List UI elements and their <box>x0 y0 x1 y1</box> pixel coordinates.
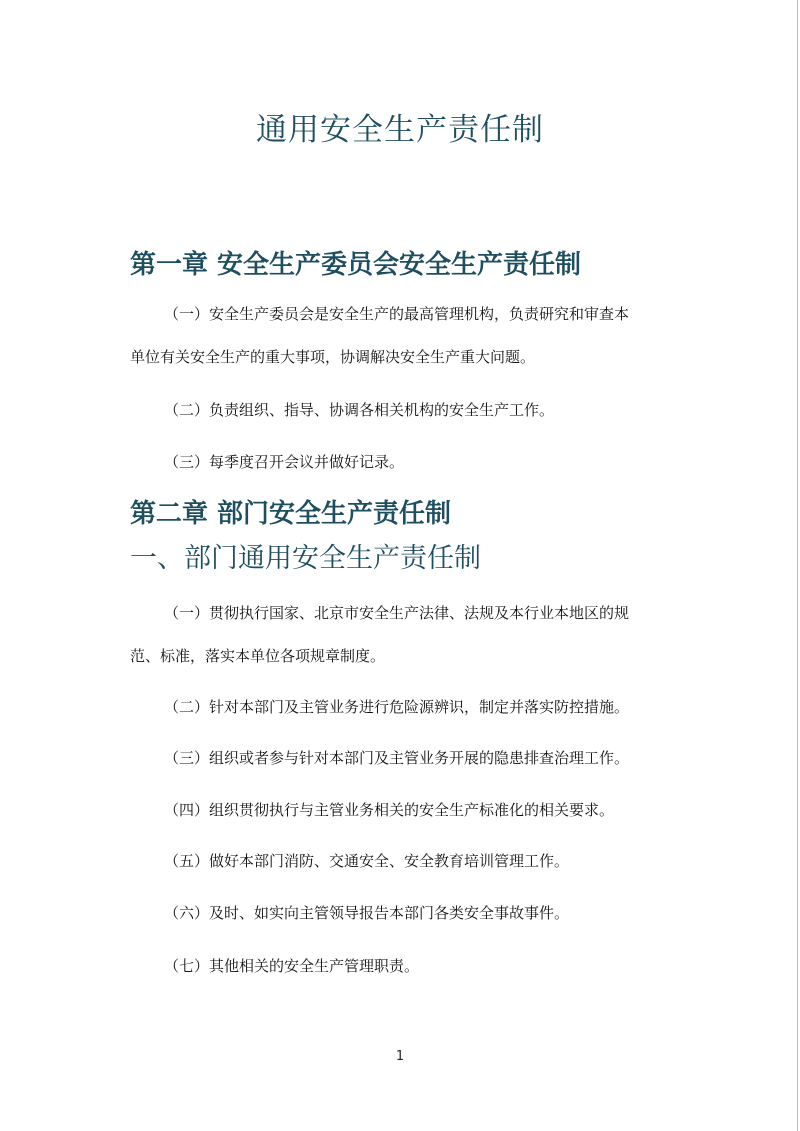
section-1-item-5: （五）做好本部门消防、交通安全、安全教育培训管理工作。 <box>164 852 570 870</box>
section-1-item-3: （三）组织或者参与针对本部门及主管业务开展的隐患排查治理工作。 <box>164 749 630 767</box>
document-title: 通用安全生产责任制 <box>256 112 544 148</box>
chapter-1-item-1-line-1: （一）安全生产委员会是安全生产的最高管理机构，负责研究和审查本 <box>164 305 630 323</box>
chapter-2-heading: 第二章 部门安全生产责任制 <box>130 499 452 529</box>
chapter-1-item-3: （三）每季度召开会议并做好记录。 <box>164 453 405 471</box>
section-1-heading: 一、部门通用安全生产责任制 <box>130 543 481 574</box>
section-1-item-1-line-1: （一）贯彻执行国家、北京市安全生产法律、法规及本行业本地区的规 <box>164 604 630 622</box>
section-1-item-2: （二）针对本部门及主管业务进行危险源辨识，制定并落实防控措施。 <box>164 698 630 716</box>
section-1-item-4: （四）组织贯彻执行与主管业务相关的安全生产标准化的相关要求。 <box>164 801 615 819</box>
chapter-1-item-1-line-2: 单位有关安全生产的重大事项，协调解决安全生产重大问题。 <box>130 348 536 366</box>
chapter-1-item-2: （二）负责组织、指导、协调各相关机构的安全生产工作。 <box>164 401 555 419</box>
section-1-item-1-line-2: 范、标准，落实本单位各项规章制度。 <box>130 647 386 665</box>
page-number: 1 <box>395 1049 405 1064</box>
chapter-1-heading: 第一章 安全生产委员会安全生产责任制 <box>130 250 582 280</box>
section-1-item-7: （七）其他相关的安全生产管理职责。 <box>164 957 420 975</box>
section-1-item-6: （六）及时、如实向主管领导报告本部门各类安全事故事件。 <box>164 904 570 922</box>
page-edge-line <box>797 0 798 1131</box>
